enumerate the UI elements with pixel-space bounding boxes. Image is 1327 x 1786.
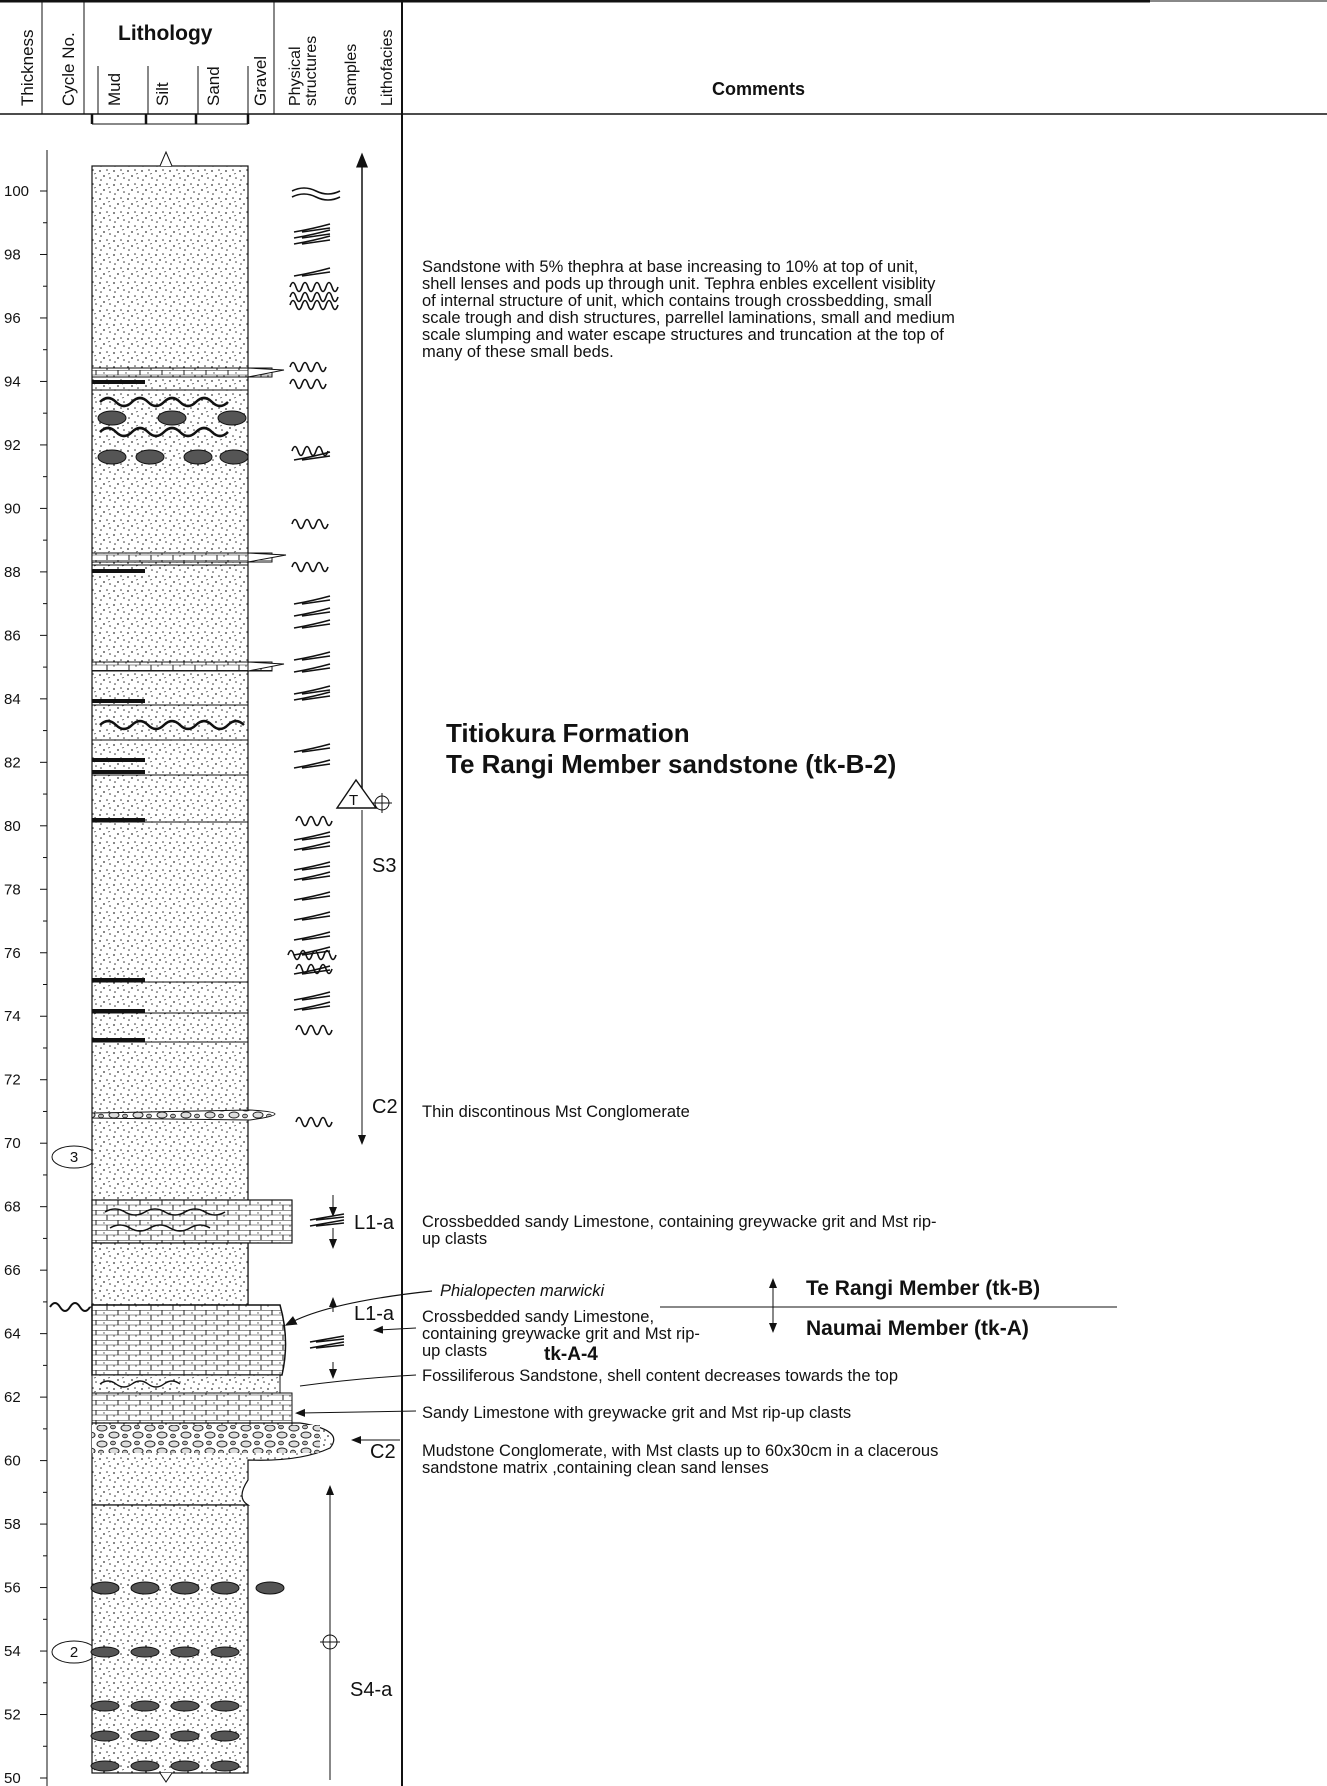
crossbed-symbol: [294, 912, 330, 920]
limestone-unit-63: [92, 1305, 286, 1375]
axis-tick-label: 80: [4, 817, 21, 835]
convolute-symbol: [296, 817, 332, 826]
header-silt: Silt: [153, 82, 172, 106]
limestone-bed-88: [92, 553, 272, 562]
comment-crossbedded-lower-3: up clasts: [422, 1342, 488, 1360]
limestone-bed-85: [92, 662, 272, 671]
lithofacies-c2-lower: C2: [370, 1441, 396, 1463]
lithofacies-l1a-upper: L1-a: [354, 1212, 395, 1234]
header-lithofacies: Lithofacies: [379, 29, 396, 106]
member-sandstone-title: Te Rangi Member sandstone (tk-B-2): [446, 749, 897, 779]
crossbed-symbol: [294, 760, 330, 768]
axis-tick-label: 54: [4, 1643, 21, 1660]
naumai-member: Naumai Member (tk-A): [806, 1317, 1029, 1340]
convolute-symbol: [290, 283, 338, 292]
lithofacies-c2-upper: C2: [372, 1096, 398, 1118]
svg-text:scale trough and dish structur: scale trough and dish structures, parrellel laminations, small and medium: [422, 309, 955, 327]
crossbed-symbol: [294, 664, 330, 672]
convolute-symbol: [296, 1118, 332, 1127]
crossbed-symbol: [294, 744, 330, 752]
header-comments: Comments: [712, 79, 806, 99]
comment-fossiliferous: Fossiliferous Sandstone, shell content decreases towards the top: [422, 1367, 899, 1385]
comment-crossbedded-upper-1: Crossbedded sandy Limestone, containing greywacke grit and Mst rip-: [422, 1213, 937, 1231]
svg-text:2: 2: [69, 1644, 79, 1661]
header-physical: Physical: [287, 46, 304, 106]
header-samples: Samples: [343, 43, 360, 106]
svg-text:shell lenses and pods up throu: shell lenses and pods up through unit. Tephra enbles excellent visiblity: [422, 275, 936, 293]
axis-tick-label: 56: [4, 1579, 21, 1597]
axis-tick-label: 92: [4, 436, 21, 454]
convolute-symbol: [290, 380, 326, 389]
svg-text:of internal structure of unit,: of internal structure of unit, which contains trough crossbedding, small: [422, 292, 932, 310]
crossbed-symbol: [294, 268, 330, 276]
svg-text:Sandstone with 5% thephra at b: Sandstone with 5% thephra at base increasing to 10% at top of unit,: [422, 258, 919, 276]
physical-structure-symbols: [288, 188, 344, 1348]
axis-tick-label: 58: [4, 1516, 21, 1534]
comment-crossbedded-upper-2: up clasts: [422, 1230, 488, 1248]
sandstone-unit-65: [92, 1243, 248, 1305]
axis-tick-label: 84: [4, 690, 21, 708]
comment-sandstone-description: [422, 258, 955, 361]
axis-tick-label: 76: [4, 944, 21, 962]
comment-mudstone-conglomerate-2: sandstone matrix ,containing clean sand lenses: [422, 1459, 769, 1477]
te-rangi-member: Te Rangi Member (tk-B): [806, 1277, 1041, 1300]
limestone-unit-67: [92, 1200, 292, 1243]
crossbed-symbol: [310, 1342, 344, 1348]
convolute-symbol: [292, 520, 328, 529]
convolute-symbol: [290, 363, 326, 372]
crossbed-symbol: [294, 1002, 330, 1010]
crossbed-symbol: [310, 1214, 344, 1220]
axis-tick-label: 74: [4, 1008, 21, 1026]
svg-text:scale slumping and water escap: scale slumping and water escape structures and truncation at the top of: [422, 326, 944, 344]
limestone-bed-94: [92, 368, 272, 377]
axis-tick-label: 68: [4, 1198, 21, 1216]
sandstone-unit-upper: [92, 166, 248, 1316]
axis-tick-label: 78: [4, 881, 21, 899]
lithology-column: [50, 152, 334, 1782]
fossil-name: Phialopecten marwicki: [440, 1282, 605, 1300]
crossbed-symbol: [294, 596, 330, 604]
axis-tick-label: 66: [4, 1262, 21, 1280]
convolute-symbol: [292, 563, 328, 572]
fossiliferous-sandstone: [92, 1375, 280, 1393]
axis-tick-label: 96: [4, 310, 21, 327]
crossbed-symbol: [294, 992, 330, 1000]
axis-tick-label: 88: [4, 563, 21, 581]
header-gravel: Gravel: [251, 55, 270, 106]
axis-tick-label: 86: [4, 627, 21, 645]
crossbed-symbol: [294, 932, 330, 940]
axis-tick-label: 100: [4, 183, 30, 200]
crossbed-symbol: [294, 862, 330, 870]
tk-a-4-label: tk-A-4: [544, 1344, 598, 1365]
header-thickness: Thickness: [18, 29, 37, 106]
crossbed-symbol: [294, 842, 330, 850]
axis-tick-label: 72: [4, 1071, 21, 1089]
erosional-surface: [50, 1303, 90, 1311]
sample-marker-t: [337, 780, 392, 813]
crossbed-symbol: [294, 872, 330, 880]
axis-tick-label: 60: [4, 1452, 21, 1470]
header-cycle-no: Cycle No.: [59, 32, 78, 106]
axis-tick-group: [4, 183, 47, 1786]
crossbed-symbol: [294, 652, 330, 660]
axis-tick-label: 52: [4, 1706, 21, 1724]
crossbed-symbol: [294, 608, 330, 616]
cycle-marker-2: [52, 1641, 96, 1663]
convolute-symbol: [292, 447, 328, 456]
sample-marker-lower: [320, 1632, 340, 1652]
crossbed-symbol: [294, 832, 330, 840]
comment-crossbedded-lower-1: Crossbedded sandy Limestone,: [422, 1308, 655, 1326]
crossbed-symbol: [294, 620, 330, 628]
comment-thin-conglomerate: Thin discontinous Mst Conglomerate: [422, 1103, 690, 1121]
svg-text:3: 3: [69, 1149, 79, 1166]
sandy-limestone-61: [92, 1393, 292, 1423]
header-lithology: Lithology: [118, 22, 213, 45]
axis-tick-label: 50: [4, 1770, 21, 1786]
lithofacies-s3: S3: [372, 855, 397, 877]
header-structures: structures: [303, 35, 320, 106]
comment-sandy-limestone: Sandy Limestone with greywacke grit and Mst rip-up clasts: [422, 1404, 852, 1422]
crossbed-symbol: [310, 1336, 344, 1342]
svg-text:T: T: [349, 792, 359, 809]
axis-tick-label: 94: [4, 373, 21, 391]
pointer-fossiliferous: [300, 1375, 416, 1386]
axis-tick-label: 62: [4, 1389, 21, 1407]
crossbed-symbol: [310, 1220, 344, 1226]
comment-crossbedded-lower-2: containing greywacke grit and Mst rip-: [422, 1325, 700, 1343]
formation-title: Titiokura Formation: [446, 718, 690, 748]
lithofacies-l1a-lower: L1-a: [354, 1303, 395, 1325]
crossbed-symbol: [294, 892, 330, 900]
convolute-symbol: [296, 1026, 332, 1035]
svg-text:many of these small beds.: many of these small beds.: [422, 343, 614, 361]
header-mud: Mud: [105, 72, 124, 106]
axis-tick-label: 82: [4, 754, 21, 772]
axis-tick-label: 98: [4, 246, 21, 264]
comment-mudstone-conglomerate-1: Mudstone Conglomerate, with Mst clasts up to 60x30cm in a clacerous: [422, 1442, 939, 1460]
pointer-sandy-limestone: [300, 1411, 416, 1413]
pointer-crossbedded-lower: [378, 1328, 416, 1330]
axis-tick-label: 64: [4, 1325, 21, 1343]
convolute-symbol: [290, 293, 338, 302]
header-sand: Sand: [204, 66, 223, 106]
axis-tick-label: 90: [4, 500, 21, 518]
axis-tick-label: 70: [4, 1135, 21, 1153]
convolute-symbol: [290, 301, 338, 310]
lithofacies-s4a: S4-a: [350, 1679, 393, 1701]
grain-size-ticks: [92, 114, 248, 124]
cycle-marker-3: [52, 1146, 96, 1168]
